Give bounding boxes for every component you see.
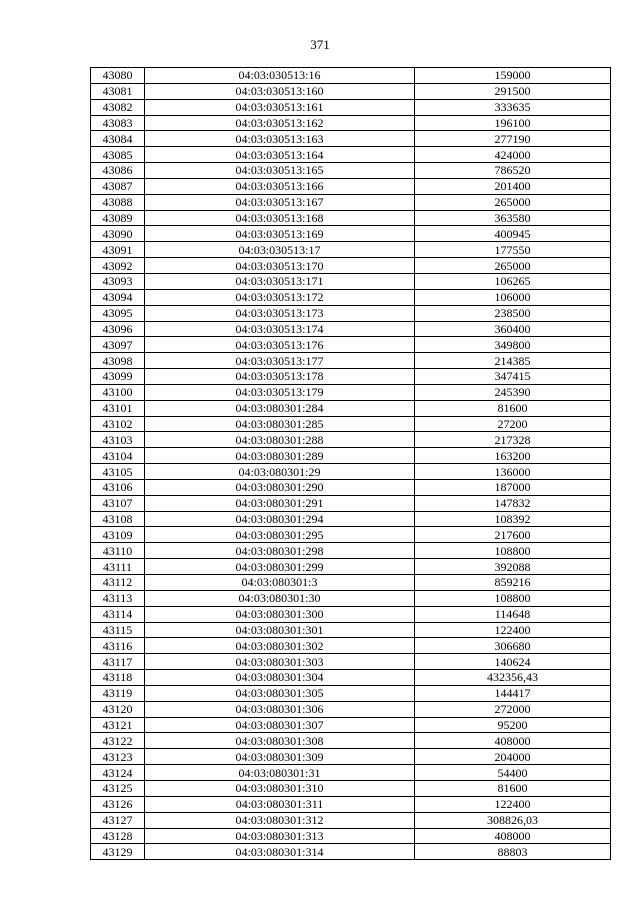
table-row	[91, 527, 611, 543]
row-number-cell: 43088	[91, 194, 145, 210]
cadastral-number-cell: 04:03:030513:169	[145, 226, 415, 242]
cadastral-value-cell: 81600	[415, 400, 611, 416]
table-row	[91, 844, 611, 860]
cadastral-value-cell: 272000	[415, 701, 611, 717]
cadastral-number-cell: 04:03:080301:312	[145, 812, 415, 828]
cadastral-number-cell: 04:03:030513:164	[145, 147, 415, 163]
row-number-cell: 43120	[91, 701, 145, 717]
cadastral-value-cell: 217600	[415, 527, 611, 543]
cadastral-number-cell: 04:03:030513:167	[145, 194, 415, 210]
row-number-cell: 43100	[91, 384, 145, 400]
cadastral-value-table	[90, 67, 611, 860]
row-number-cell: 43090	[91, 226, 145, 242]
cadastral-value-cell: 27200	[415, 416, 611, 432]
row-number-cell: 43117	[91, 654, 145, 670]
cadastral-value-cell: 147832	[415, 495, 611, 511]
cadastral-value-cell: 136000	[415, 464, 611, 480]
cadastral-value-cell: 163200	[415, 448, 611, 464]
row-number-cell: 43106	[91, 479, 145, 495]
cadastral-number-cell: 04:03:080301:306	[145, 701, 415, 717]
cadastral-number-cell: 04:03:030513:166	[145, 178, 415, 194]
cadastral-number-cell: 04:03:030513:171	[145, 273, 415, 289]
table-row	[91, 163, 611, 179]
row-number-cell: 43097	[91, 337, 145, 353]
row-number-cell: 43109	[91, 527, 145, 543]
table-row	[91, 828, 611, 844]
cadastral-number-cell: 04:03:080301:294	[145, 511, 415, 527]
cadastral-value-cell: 360400	[415, 321, 611, 337]
row-number-cell: 43122	[91, 733, 145, 749]
cadastral-value-cell: 217328	[415, 432, 611, 448]
table-body	[91, 68, 611, 860]
row-number-cell: 43114	[91, 606, 145, 622]
row-number-cell: 43086	[91, 163, 145, 179]
row-number-cell: 43095	[91, 305, 145, 321]
cadastral-number-cell: 04:03:030513:17	[145, 242, 415, 258]
row-number-cell: 43116	[91, 638, 145, 654]
cadastral-number-cell: 04:03:030513:174	[145, 321, 415, 337]
row-number-cell: 43123	[91, 749, 145, 765]
cadastral-value-cell: 140624	[415, 654, 611, 670]
row-number-cell: 43118	[91, 670, 145, 686]
row-number-cell: 43098	[91, 353, 145, 369]
row-number-cell: 43089	[91, 210, 145, 226]
cadastral-number-cell: 04:03:080301:307	[145, 717, 415, 733]
row-number-cell: 43125	[91, 780, 145, 796]
table-row	[91, 178, 611, 194]
row-number-cell: 43083	[91, 115, 145, 131]
row-number-cell: 43082	[91, 99, 145, 115]
cadastral-value-cell: 106000	[415, 289, 611, 305]
table-row	[91, 464, 611, 480]
table-row	[91, 765, 611, 781]
row-number-cell: 43080	[91, 68, 145, 84]
cadastral-value-cell: 108800	[415, 543, 611, 559]
table-row	[91, 780, 611, 796]
cadastral-value-cell: 277190	[415, 131, 611, 147]
cadastral-value-cell: 424000	[415, 147, 611, 163]
table-row	[91, 543, 611, 559]
cadastral-value-cell: 95200	[415, 717, 611, 733]
cadastral-value-cell: 81600	[415, 780, 611, 796]
row-number-cell: 43107	[91, 495, 145, 511]
table-row	[91, 305, 611, 321]
cadastral-number-cell: 04:03:080301:300	[145, 606, 415, 622]
row-number-cell: 43115	[91, 622, 145, 638]
cadastral-number-cell: 04:03:080301:29	[145, 464, 415, 480]
row-number-cell: 43129	[91, 844, 145, 860]
table-row	[91, 289, 611, 305]
cadastral-number-cell: 04:03:080301:302	[145, 638, 415, 654]
table-row	[91, 194, 611, 210]
table-row	[91, 670, 611, 686]
cadastral-value-cell: 333635	[415, 99, 611, 115]
row-number-cell: 43085	[91, 147, 145, 163]
cadastral-value-cell: 859216	[415, 575, 611, 591]
table-row	[91, 622, 611, 638]
cadastral-number-cell: 04:03:030513:160	[145, 83, 415, 99]
table-row	[91, 796, 611, 812]
cadastral-number-cell: 04:03:080301:31	[145, 765, 415, 781]
cadastral-value-cell: 349800	[415, 337, 611, 353]
table-row	[91, 210, 611, 226]
cadastral-value-cell: 265000	[415, 258, 611, 274]
table-row	[91, 83, 611, 99]
cadastral-number-cell: 04:03:080301:309	[145, 749, 415, 765]
cadastral-number-cell: 04:03:080301:311	[145, 796, 415, 812]
table-row	[91, 511, 611, 527]
cadastral-value-cell: 432356,43	[415, 670, 611, 686]
row-number-cell: 43099	[91, 369, 145, 385]
cadastral-value-cell: 201400	[415, 178, 611, 194]
cadastral-number-cell: 04:03:080301:304	[145, 670, 415, 686]
table-row	[91, 448, 611, 464]
cadastral-value-cell: 214385	[415, 353, 611, 369]
cadastral-number-cell: 04:03:080301:291	[145, 495, 415, 511]
table-row	[91, 99, 611, 115]
page-number: 371	[310, 37, 330, 52]
table-row	[91, 717, 611, 733]
cadastral-value-cell: 265000	[415, 194, 611, 210]
cadastral-value-cell: 245390	[415, 384, 611, 400]
cadastral-number-cell: 04:03:030513:163	[145, 131, 415, 147]
cadastral-number-cell: 04:03:030513:173	[145, 305, 415, 321]
cadastral-number-cell: 04:03:080301:310	[145, 780, 415, 796]
cadastral-number-cell: 04:03:030513:168	[145, 210, 415, 226]
cadastral-number-cell: 04:03:080301:308	[145, 733, 415, 749]
table-row	[91, 131, 611, 147]
cadastral-number-cell: 04:03:030513:176	[145, 337, 415, 353]
table-row	[91, 273, 611, 289]
cadastral-value-cell: 159000	[415, 68, 611, 84]
cadastral-value-cell: 177550	[415, 242, 611, 258]
cadastral-value-cell: 54400	[415, 765, 611, 781]
table-row	[91, 559, 611, 575]
cadastral-number-cell: 04:03:030513:172	[145, 289, 415, 305]
row-number-cell: 43127	[91, 812, 145, 828]
cadastral-value-cell: 306680	[415, 638, 611, 654]
row-number-cell: 43111	[91, 559, 145, 575]
cadastral-number-cell: 04:03:080301:284	[145, 400, 415, 416]
row-number-cell: 43110	[91, 543, 145, 559]
cadastral-number-cell: 04:03:080301:3	[145, 575, 415, 591]
cadastral-number-cell: 04:03:080301:299	[145, 559, 415, 575]
cadastral-value-cell: 291500	[415, 83, 611, 99]
table-row	[91, 654, 611, 670]
row-number-cell: 43126	[91, 796, 145, 812]
table-row	[91, 479, 611, 495]
cadastral-value-cell: 108392	[415, 511, 611, 527]
cadastral-number-cell: 04:03:080301:30	[145, 590, 415, 606]
cadastral-value-cell: 400945	[415, 226, 611, 242]
cadastral-value-cell: 122400	[415, 622, 611, 638]
row-number-cell: 43081	[91, 83, 145, 99]
cadastral-number-cell: 04:03:080301:295	[145, 527, 415, 543]
cadastral-number-cell: 04:03:030513:162	[145, 115, 415, 131]
row-number-cell: 43108	[91, 511, 145, 527]
table-row	[91, 226, 611, 242]
cadastral-value-cell: 196100	[415, 115, 611, 131]
cadastral-value-cell: 408000	[415, 828, 611, 844]
cadastral-value-cell: 187000	[415, 479, 611, 495]
row-number-cell: 43087	[91, 178, 145, 194]
cadastral-number-cell: 04:03:030513:179	[145, 384, 415, 400]
cadastral-number-cell: 04:03:030513:161	[145, 99, 415, 115]
cadastral-value-cell: 363580	[415, 210, 611, 226]
row-number-cell: 43091	[91, 242, 145, 258]
table-row	[91, 353, 611, 369]
row-number-cell: 43112	[91, 575, 145, 591]
cadastral-value-cell: 308826,03	[415, 812, 611, 828]
cadastral-value-cell: 408000	[415, 733, 611, 749]
row-number-cell: 43113	[91, 590, 145, 606]
cadastral-number-cell: 04:03:030513:165	[145, 163, 415, 179]
row-number-cell: 43128	[91, 828, 145, 844]
cadastral-number-cell: 04:03:030513:16	[145, 68, 415, 84]
row-number-cell: 43124	[91, 765, 145, 781]
cadastral-value-cell: 106265	[415, 273, 611, 289]
cadastral-number-cell: 04:03:080301:288	[145, 432, 415, 448]
cadastral-number-cell: 04:03:030513:178	[145, 369, 415, 385]
table-row	[91, 638, 611, 654]
row-number-cell: 43096	[91, 321, 145, 337]
cadastral-number-cell: 04:03:080301:289	[145, 448, 415, 464]
cadastral-number-cell: 04:03:080301:290	[145, 479, 415, 495]
table-row	[91, 321, 611, 337]
cadastral-number-cell: 04:03:080301:305	[145, 685, 415, 701]
table-row	[91, 369, 611, 385]
cadastral-number-cell: 04:03:080301:285	[145, 416, 415, 432]
cadastral-value-cell: 144417	[415, 685, 611, 701]
table-row	[91, 147, 611, 163]
row-number-cell: 43084	[91, 131, 145, 147]
table-row	[91, 400, 611, 416]
table-row	[91, 606, 611, 622]
table-row	[91, 416, 611, 432]
table-row	[91, 337, 611, 353]
table-row	[91, 733, 611, 749]
table-row	[91, 749, 611, 765]
row-number-cell: 43101	[91, 400, 145, 416]
cadastral-number-cell: 04:03:080301:313	[145, 828, 415, 844]
cadastral-number-cell: 04:03:080301:301	[145, 622, 415, 638]
cadastral-value-cell: 88803	[415, 844, 611, 860]
table-row	[91, 575, 611, 591]
row-number-cell: 43105	[91, 464, 145, 480]
row-number-cell: 43119	[91, 685, 145, 701]
row-number-cell: 43103	[91, 432, 145, 448]
row-number-cell: 43094	[91, 289, 145, 305]
cadastral-number-cell: 04:03:080301:298	[145, 543, 415, 559]
table-row	[91, 590, 611, 606]
row-number-cell: 43092	[91, 258, 145, 274]
cadastral-value-cell: 108800	[415, 590, 611, 606]
cadastral-value-cell: 786520	[415, 163, 611, 179]
table-row	[91, 242, 611, 258]
table-row	[91, 115, 611, 131]
table-row	[91, 685, 611, 701]
cadastral-number-cell: 04:03:080301:303	[145, 654, 415, 670]
table-row	[91, 495, 611, 511]
table-row	[91, 258, 611, 274]
table-row	[91, 432, 611, 448]
row-number-cell: 43121	[91, 717, 145, 733]
row-number-cell: 43102	[91, 416, 145, 432]
cadastral-value-cell: 392088	[415, 559, 611, 575]
table-row	[91, 68, 611, 84]
table-row	[91, 812, 611, 828]
row-number-cell: 43104	[91, 448, 145, 464]
cadastral-value-cell: 238500	[415, 305, 611, 321]
cadastral-number-cell: 04:03:030513:170	[145, 258, 415, 274]
cadastral-value-cell: 347415	[415, 369, 611, 385]
cadastral-value-cell: 114648	[415, 606, 611, 622]
table-row	[91, 384, 611, 400]
cadastral-number-cell: 04:03:080301:314	[145, 844, 415, 860]
cadastral-value-cell: 122400	[415, 796, 611, 812]
cadastral-value-cell: 204000	[415, 749, 611, 765]
cadastral-number-cell: 04:03:030513:177	[145, 353, 415, 369]
row-number-cell: 43093	[91, 273, 145, 289]
table-row	[91, 701, 611, 717]
